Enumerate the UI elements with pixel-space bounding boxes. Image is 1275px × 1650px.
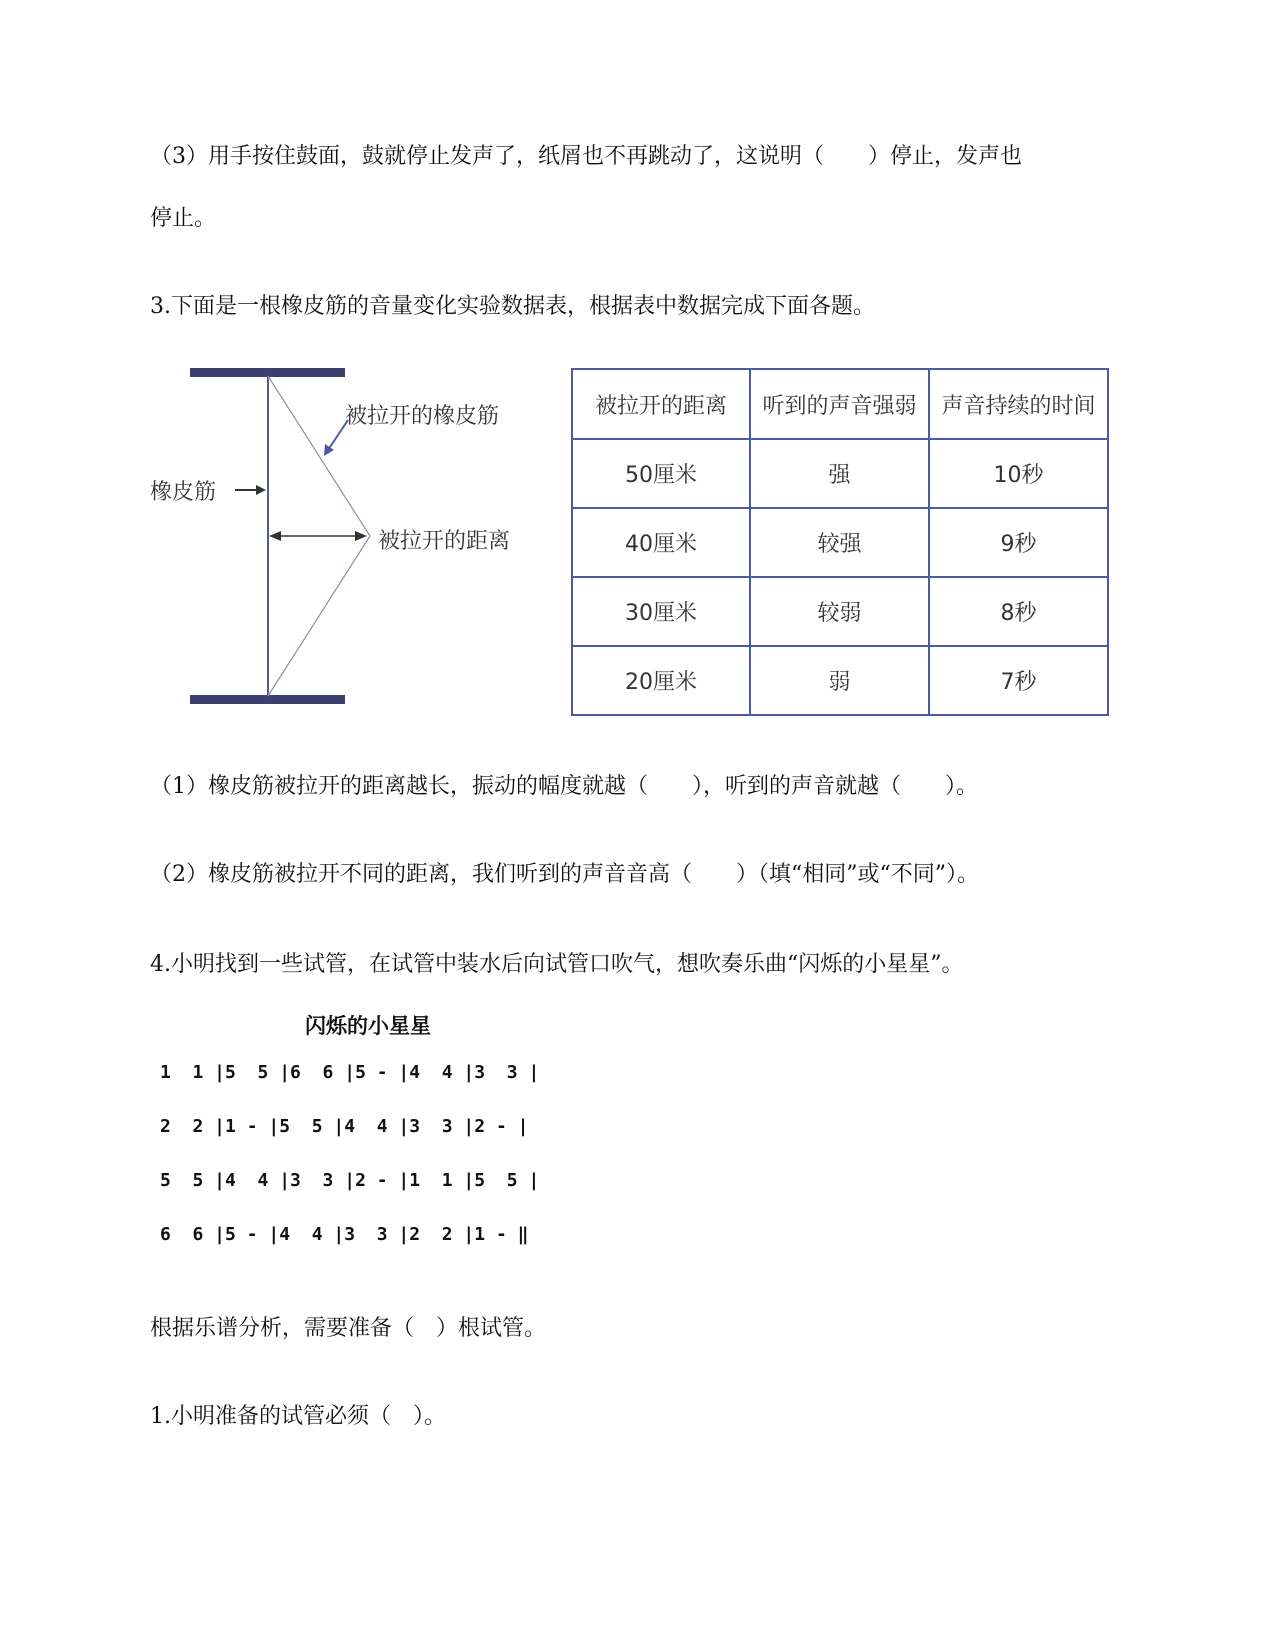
label-distance: 被拉开的距离 xyxy=(378,529,511,554)
q3-2: （2）橡皮筋被拉开不同的距离，我们听到的声音音高（ ）（填“相同”或“不同”）。 xyxy=(150,862,979,887)
q4-analysis: 根据乐谱分析，需要准备（ ）根试管。 xyxy=(150,1316,547,1341)
stretched-arrow-head xyxy=(324,444,334,456)
label-stretched-band: 被拉开的橡皮筋 xyxy=(345,404,500,429)
cell-duration: 10秒 xyxy=(929,439,1108,508)
q4-intro: 4.小明找到一些试管，在试管中装水后向试管口吹气，想吹奏乐曲“闪烁的小星星”。 xyxy=(150,952,964,977)
distance-arrow-head-right xyxy=(355,531,367,541)
score-line: 1 1 |5 5 |6 6 |5 - |4 4 |3 3 | xyxy=(160,1062,540,1083)
table-row xyxy=(572,508,1108,577)
cell-distance: 20厘米 xyxy=(572,646,750,715)
q4-sub1: 1.小明准备的试管必须（ ）。 xyxy=(150,1404,446,1429)
header-distance: 被拉开的距离 xyxy=(572,369,750,439)
cell-loudness: 较弱 xyxy=(750,577,929,646)
q3-1: （1）橡皮筋被拉开的距离越长，振动的幅度就越（ ），听到的声音就越（ ）。 xyxy=(150,774,978,799)
score-line: 5 5 |4 4 |3 3 |2 - |1 1 |5 5 | xyxy=(160,1170,540,1191)
cell-distance: 40厘米 xyxy=(572,508,750,577)
table-header-row xyxy=(572,369,1108,439)
rubber-band-diagram xyxy=(150,368,560,728)
band-arrow-head xyxy=(256,485,266,495)
q2-3-line1: （3）用手按住鼓面，鼓就停止发声了，纸屑也不再跳动了，这说明（ ）停止，发声也 xyxy=(150,144,1023,169)
header-loudness: 听到的声音强弱 xyxy=(750,369,929,439)
score-line: 6 6 |5 - |4 4 |3 3 |2 2 |1 - ‖ xyxy=(160,1224,529,1245)
header-duration: 声音持续的时间 xyxy=(929,369,1108,439)
cell-loudness: 较强 xyxy=(750,508,929,577)
distance-arrow-head-left xyxy=(269,531,281,541)
cell-distance: 30厘米 xyxy=(572,577,750,646)
cell-duration: 9秒 xyxy=(929,508,1108,577)
table-row xyxy=(572,439,1108,508)
score-title: 闪烁的小星星 xyxy=(305,1014,431,1038)
cell-duration: 8秒 xyxy=(929,577,1108,646)
bottom-bar xyxy=(190,695,345,704)
cell-duration: 7秒 xyxy=(929,646,1108,715)
cell-loudness: 强 xyxy=(750,439,929,508)
cell-loudness: 弱 xyxy=(750,646,929,715)
cell-distance: 50厘米 xyxy=(572,439,750,508)
label-band: 橡皮筋 xyxy=(150,480,217,505)
rubber-band-data-table xyxy=(571,368,1109,716)
top-bar xyxy=(190,368,345,377)
score-line: 2 2 |1 - |5 5 |4 4 |3 3 |2 - | xyxy=(160,1116,529,1137)
table-row xyxy=(572,646,1108,715)
table-row xyxy=(572,577,1108,646)
q2-3-line2: 停止。 xyxy=(150,206,217,231)
music-score xyxy=(160,1010,620,1265)
q3-intro: 3.下面是一根橡皮筋的音量变化实验数据表，根据表中数据完成下面各题。 xyxy=(150,294,875,319)
